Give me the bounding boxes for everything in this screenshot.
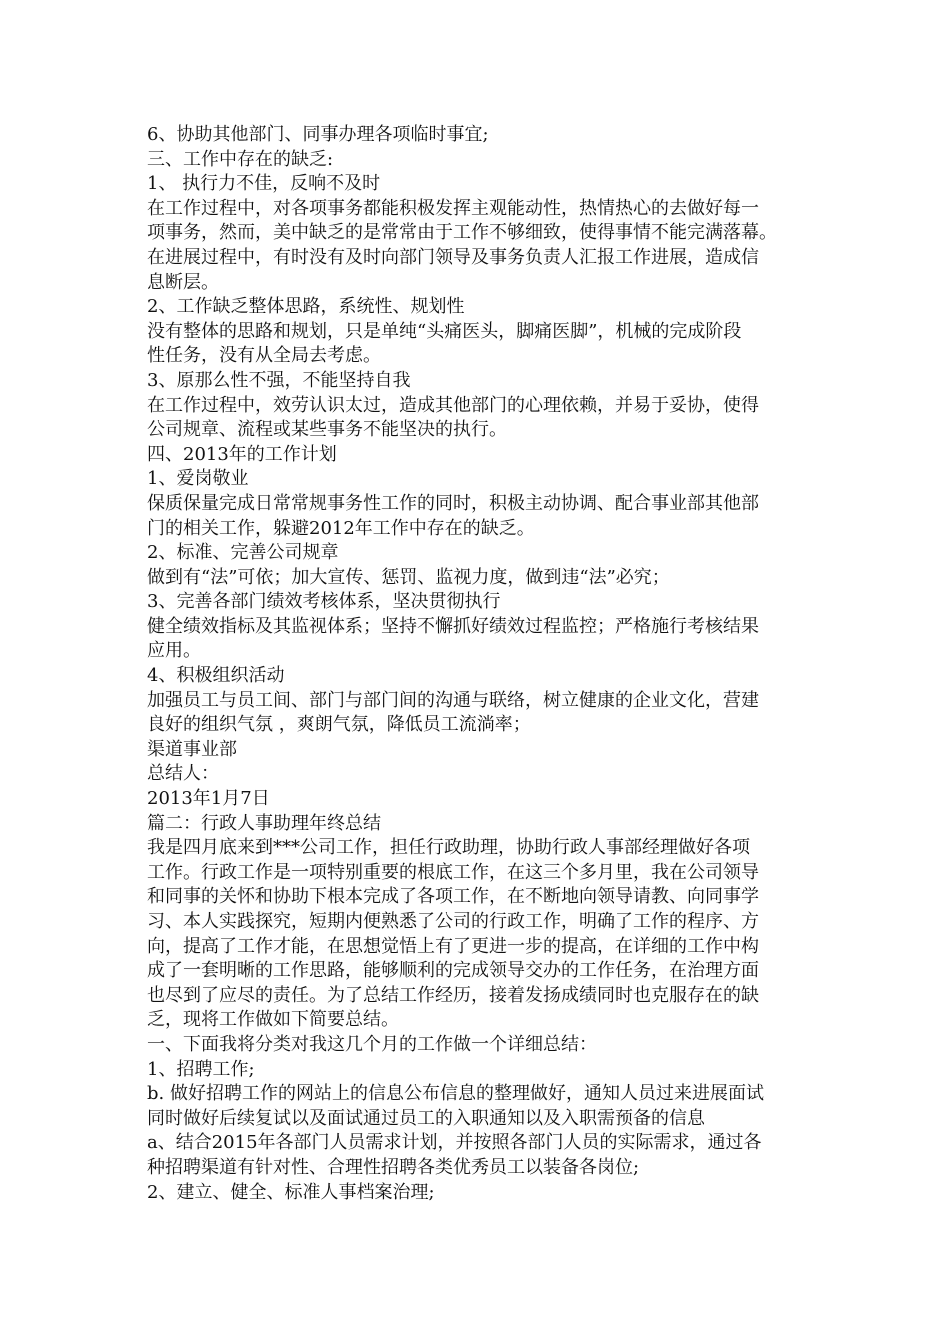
subsection-heading: 2、工作缺乏整体思路，系统性、规划性 [147, 296, 465, 318]
text-line: 良好的组织气氛 ，爽朗气氛，降低员工流淌率； [147, 714, 531, 736]
text-line: 和同事的关怀和协助下根本完成了各项工作，在不断地向领导请教、向同事学 [147, 886, 759, 908]
text-line: 健全绩效指标及其监视体系；坚持不懈抓好绩效过程监控；严格施行考核结果 [147, 615, 759, 637]
text-line: 习、本人实践探究，短期内便熟悉了公司的行政工作，明确了工作的程序、方 [147, 911, 759, 932]
text-line: 6、协助其他部门、同事办理各项临时事宜; [147, 124, 489, 145]
section-heading: 四、2013年的工作计划 [147, 443, 337, 465]
subsection-heading: 1、爱岗敬业 [147, 468, 249, 490]
text-line: 没有整体的思路和规划，只是单纯“头痛医头，脚痛医脚”，机械的完成阶段 [147, 320, 742, 342]
text-line: 做到有“法”可依；加大宣传、惩罚、监视力度，做到违“法”必究； [147, 566, 670, 588]
text-line: 在工作过程中，对各项事务都能积极发挥主观能动性，热情热心的去做好每一 [147, 197, 759, 219]
author-label: 总结人： [147, 763, 219, 785]
text-line: 我是四月底来到***公司工作，担任行政助理，协助行政人事部经理做好各项 [147, 837, 750, 859]
document-date: 2013年1月7日 [147, 788, 270, 810]
subsection-heading: 3、原那么性不强，不能坚持自我 [147, 369, 411, 391]
text-line: 加强员工与员工间、部门与部门间的沟通与联络，树立健康的企业文化，营建 [147, 689, 759, 711]
subsection-heading: 3、完善各部门绩效考核体系，坚决贯彻执行 [147, 591, 501, 613]
text-line: b. 做好招聘工作的网站上的信息公布信息的整理做好，通知人员过来进展面试 [147, 1083, 764, 1105]
text-line: 公司规章、流程或某些事务不能坚决的执行。 [147, 419, 507, 441]
text-line: 同时做好后续复试以及面试通过员工的入职通知以及入职需预备的信息 [147, 1107, 705, 1129]
subsection-heading: 2、建立、健全、标准人事档案治理; [147, 1181, 435, 1203]
text-line: 性任务，没有从全局去考虑。 [147, 345, 381, 367]
section-heading: 三、工作中存在的缺乏: [147, 148, 334, 170]
text-line: 在工作过程中，效劳认识太过，造成其他部门的心理依赖，并易于妥协，使得 [147, 394, 759, 416]
subsection-heading: 1、 执行力不佳，反响不及时 [147, 173, 381, 195]
text-line: 成了一套明晰的工作思路，能够顺利的完成领导交办的工作任务，在治理方面 [147, 960, 759, 982]
text-line: 乏，现将工作做如下简要总结。 [147, 1009, 399, 1031]
subsection-heading: 4、积极组织活动 [147, 665, 285, 687]
text-line: 种招聘渠道有针对性、合理性招聘各类优秀员工以装备各岗位; [147, 1156, 640, 1178]
text-line: a、结合2015年各部门人员需求计划，并按照各部门人员的实际需求，通过各 [147, 1132, 762, 1154]
text-line: 息断层。 [147, 271, 219, 293]
document-body [147, 123, 807, 1205]
subsection-heading: 1、招聘工作; [147, 1058, 255, 1080]
department-signature: 渠道事业部 [147, 738, 237, 760]
article-title: 篇二：行政人事助理年终总结 [147, 812, 381, 834]
text-line: 也尽到了应尽的责任。为了总结工作经历，接着发扬成绩同时也克服存在的缺 [147, 984, 759, 1006]
text-line: 项事务，然而，美中缺乏的是常常由于工作不够细致，使得事情不能完满落幕。 [147, 222, 777, 244]
text-line: 向，提高了工作才能，在思想觉悟上有了更进一步的提高，在详细的工作中构 [147, 935, 759, 957]
text-line: 工作。行政工作是一项特别重要的根底工作，在这三个多月里，我在公司领导 [147, 861, 759, 883]
text-line: 门的相关工作，躲避2012年工作中存在的缺乏。 [147, 517, 535, 539]
text-line: 在进展过程中，有时没有及时向部门领导及事务负责人汇报工作进展，造成信 [147, 246, 759, 268]
text-line: 应用。 [147, 640, 201, 662]
text-line: 保质保量完成日常常规事务性工作的同时，积极主动协调、配合事业部其他部 [147, 492, 759, 514]
section-heading: 一、下面我将分类对我这几个月的工作做一个详细总结： [147, 1033, 597, 1055]
subsection-heading: 2、标准、完善公司规章 [147, 542, 339, 564]
